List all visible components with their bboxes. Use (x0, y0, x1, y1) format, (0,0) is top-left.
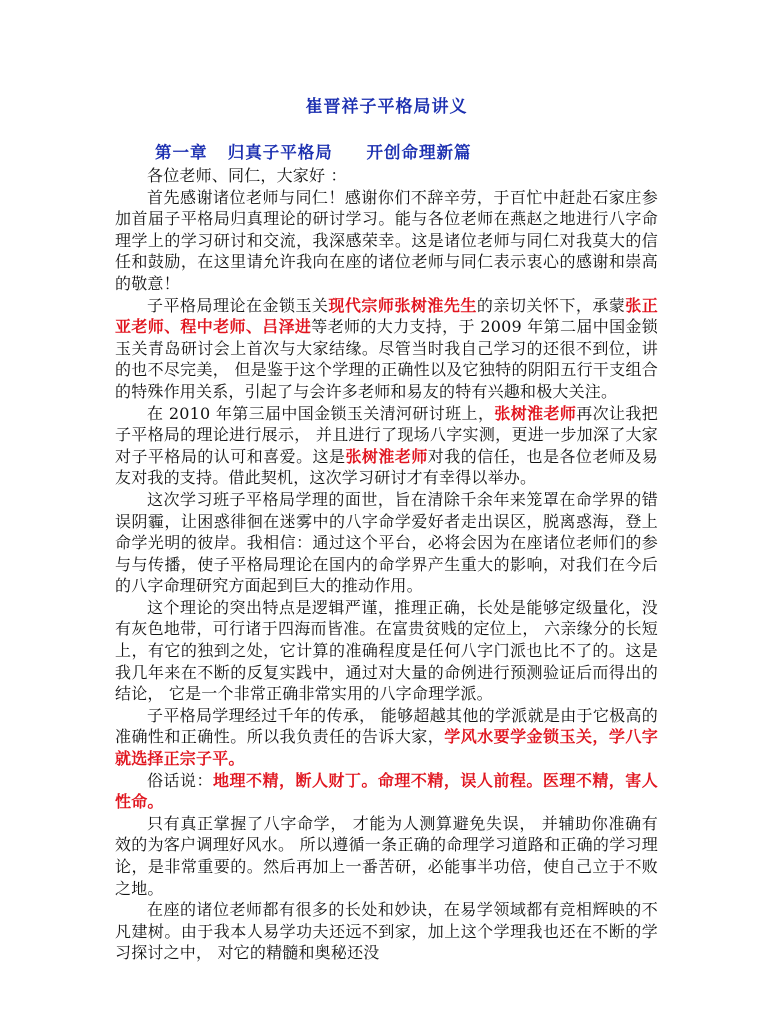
emphasis-text: 现代宗师张树淮先生 (328, 295, 477, 315)
document-title: 崔晋祥子平格局讲义 (305, 97, 468, 117)
emphasis-text: 张树淮老师 (345, 446, 428, 466)
text-run: 对我的信任，也是各位老师及易友对我的支持。借此契机，这次学习研讨才有幸得以举办。 (115, 446, 658, 488)
paragraph (115, 770, 658, 813)
text-run: 这个理论的突出特点是逻辑严谨，推理正确，长处是能够定级量化，没有灰色地带，可行诸于四海而皆准。在富贵贫贱的定位上， 六亲缘分的长短上，有它的独到之处，它计算的准确程度是任何八字门派也比不了的。这是我几年来在不断的反复实践中，通过对大量的命例进行预测验证后而得出的结论， 它是一个非常正确非常实用的八字命理学派。 (115, 597, 658, 704)
text-run: 子平格局理论在金锁玉关 (147, 295, 329, 315)
text-run: 子平格局学理经过千年的传承， 能够超越其他的学派就是由于它极高的准确性和正确性。所以我负责任的告诉大家， (115, 705, 658, 747)
chapter-heading: 第一章 归真子平格局 开创命理新篇 (155, 143, 472, 162)
text-run: 再次让我把子平格局的理论进行展示， 并且进行了现场八字实测，更进一步加深了大家对子平格局的认可和喜爱。这是 (115, 403, 658, 466)
paragraph (115, 187, 658, 295)
paragraph (115, 403, 658, 489)
body-text (115, 165, 658, 964)
paragraph (115, 489, 658, 597)
paragraph (115, 165, 658, 187)
paragraph (115, 705, 658, 770)
text-run: 在座的诸位老师都有很多的长处和妙诀，在易学领域都有竞相辉映的不凡建树。由于我本人易学功夫还远不到家，加上这个学理我也还在不断的学习探讨之中， 对它的精髓和奥秘还没 (115, 900, 658, 963)
text-run: 首先感谢诸位老师与同仁！感谢你们不辞辛劳，于百忙中赶赴石家庄参加首届子平格局归真理论的研讨学习。能与各位老师在燕赵之地进行八字命理学上的学习研讨和交流，我深感荣幸。这是诸位老师与同仁对我莫大的信任和鼓励，在这里请允许我向在座的诸位老师与同仁表示衷心的感谢和崇高的敬意！ (115, 187, 658, 293)
text-run: 各位老师、同仁，大家好 ： (147, 166, 347, 185)
emphasis-text: 地理不精，断人财丁。命理不精，误人前程。医理不精，害人性命。 (115, 770, 658, 812)
emphasis-text: 张正亚老师、程中老师、吕泽进 (115, 295, 658, 337)
emphasis-text: 张树淮老师 (494, 403, 577, 423)
text-run: 的亲切关怀下，承蒙 (476, 295, 626, 315)
text-run: 等老师的大力支持，于 2009 年第二届中国金锁玉关青岛研讨会上首次与大家结缘。尽管当时我自己学习的还很不到位，讲的也不尽完美， 但是鉴于这个学理的正确性以及它独特的阴阳五行干支组合的特殊作用关系，引起了与会许多老师和易友的特有兴趣和极大关注。 (115, 317, 658, 401)
text-run: 俗话说： (147, 770, 213, 790)
text-run: 在 2010 年第三届中国金锁玉关清河研讨班上， (147, 403, 495, 423)
emphasis-text: 学风水要学金锁玉关，学八字就选择正宗子平。 (115, 727, 658, 769)
text-run: 这次学习班子平格局学理的面世，旨在清除千余年来笼罩在命学界的错误阴霾，让困惑徘徊在迷雾中的八字命学爱好者走出误区，脱离惑海，登上命学光明的彼岸。我相信：通过这个平台，必将会因为在座诸位老师们的参与与传播，使子平格局理论在国内的命学界产生重大的影响，对我们在今后的八字命理研究方面起到巨大的推动作用。 (115, 489, 658, 596)
paragraph (115, 813, 658, 899)
paragraph (115, 597, 658, 705)
text-run: 只有真正掌握了八字命学， 才能为人测算避免失误， 并辅助你准确有效的为客户调理好风水。 所以遵循一条正确的命理学习道路和正确的学习理论，是非常重要的。然后再加上一番苦研，必能事半功倍，使自己立于不败之地。 (115, 813, 658, 898)
paragraph (115, 899, 658, 964)
paragraph (115, 295, 658, 403)
